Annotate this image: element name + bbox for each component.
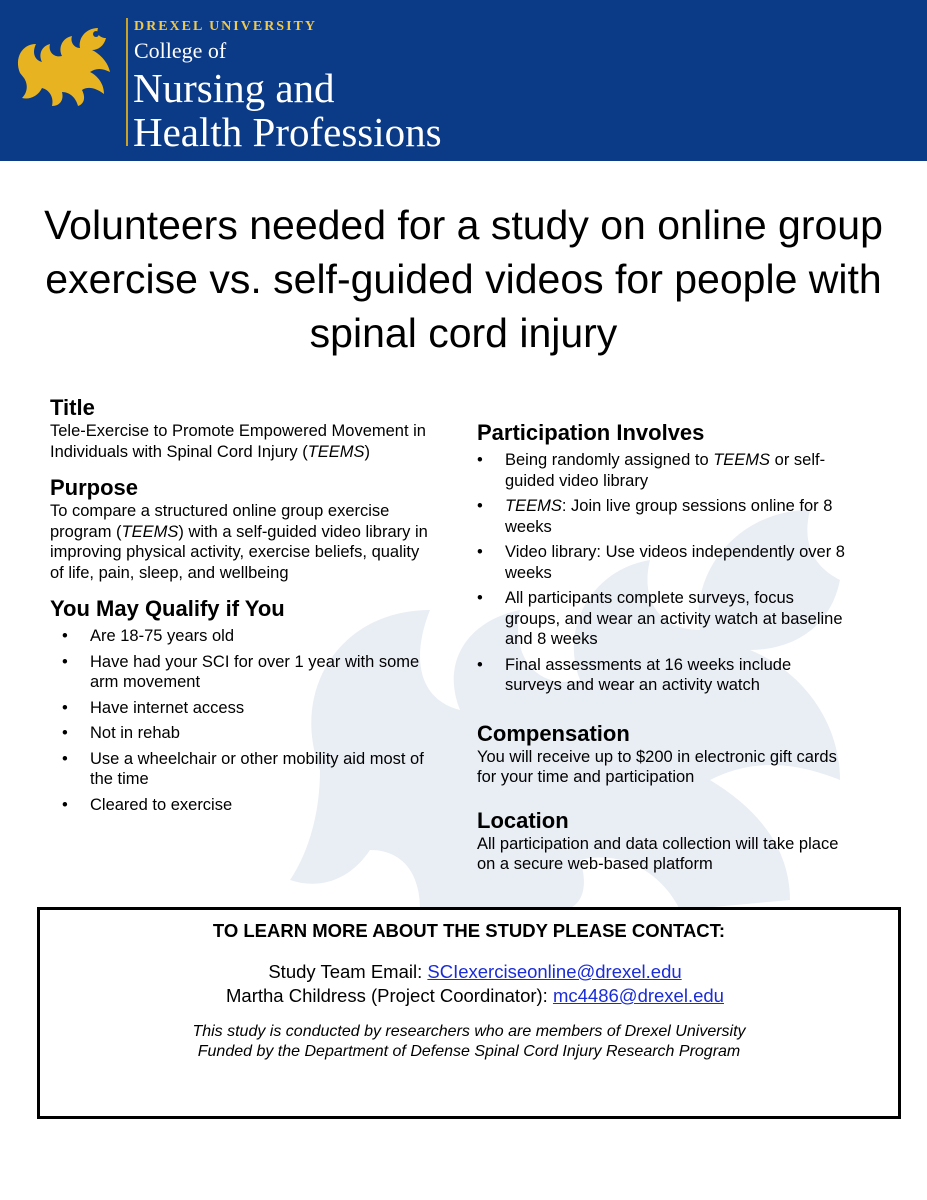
purpose-text: To compare a structured online group exercise program (TEEMS) with a self-guided video library in improving physical activity, exercise beliefs, quality of life, pain, sleep, and wellbeing [50, 502, 428, 582]
dragon-logo-icon [12, 18, 122, 108]
college-name-line2: Health Professions [133, 109, 442, 155]
list-item: • Are 18-75 years old [62, 627, 234, 645]
list-item: • Cleared to exercise [62, 795, 233, 814]
study-team-email-line: Study Team Email: SCIexerciseonline@drexel.edu [268, 961, 682, 982]
list-item: • All participants complete surveys, focus groups, and wear an activity watch at baseline and 8 weeks [477, 589, 843, 648]
coordinator-email-link[interactable]: mc4486@drexel.edu [552, 985, 724, 1006]
list-item: • Video library: Use videos independently over 8 weeks [477, 543, 845, 582]
study-team-email-link[interactable]: SCIexerciseonline@drexel.edu [427, 961, 682, 982]
participation-heading: Participation Involves [477, 420, 705, 445]
list-item: • Have had your SCI for over 1 year with some arm movement [62, 652, 420, 691]
list-item: • TEEMS: Join live group sessions online for 8 weeks [477, 497, 833, 536]
university-name: DREXEL UNIVERSITY [134, 19, 317, 34]
header-divider [126, 18, 128, 146]
compensation-text: You will receive up to $200 in electronic gift cards for your time and participation [477, 747, 837, 786]
list-item: • Not in rehab [62, 724, 180, 742]
location-heading: Location [477, 807, 569, 833]
participation-list [477, 450, 847, 696]
list-item: • Use a wheelchair or other mobility aid most of the time [62, 749, 424, 788]
funding-note: Funded by the Department of Defense Spinal Cord Injury Research Program [197, 1043, 741, 1060]
coordinator-email-line: Martha Childress (Project Coordinator): mc4486@drexel.edu [226, 985, 724, 1006]
qualify-list [50, 626, 430, 815]
left-column [50, 395, 430, 820]
right-column [477, 420, 847, 875]
study-title-text: Tele-Exercise to Promote Empowered Movement in Individuals with Spinal Cord Injury (TEEMS) [50, 422, 426, 461]
compensation-heading: Compensation [477, 720, 630, 746]
title-heading: Title [50, 395, 95, 420]
affiliation-note: This study is conducted by researchers who are members of Drexel University [192, 1023, 746, 1040]
header-banner [0, 0, 927, 161]
contact-box [37, 907, 901, 1119]
location-text: All participation and data collection will take place on a secure web-based platform [477, 834, 839, 873]
college-name-line1: Nursing and [133, 65, 335, 111]
list-item: • Final assessments at 16 weeks include surveys and wear an activity watch [477, 655, 792, 694]
college-of-label: College of [134, 38, 227, 63]
list-item: • Being randomly assigned to TEEMS or self-guided video library [477, 451, 826, 490]
purpose-heading: Purpose [50, 475, 139, 500]
page-headline: Volunteers needed for a study on online group exercise vs. self-guided videos for people with spinal cord injury [44, 202, 883, 356]
qualify-heading: You May Qualify if You [50, 596, 285, 621]
list-item: • Have internet access [62, 698, 245, 717]
contact-heading: TO LEARN MORE ABOUT THE STUDY PLEASE CONTACT: [212, 920, 726, 941]
